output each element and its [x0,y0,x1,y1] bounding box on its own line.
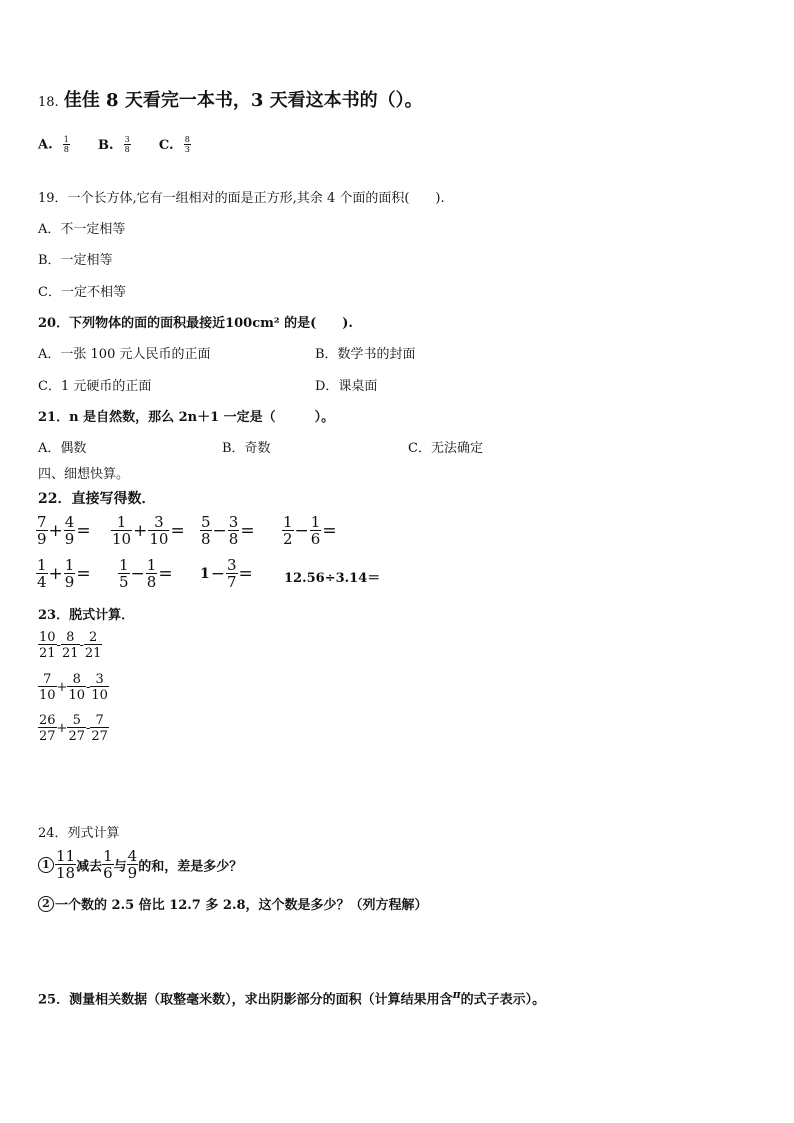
fraction: $\frac{3}{7}$ [227,556,237,591]
fraction: $\frac{1}{2}$ [283,513,293,548]
q18-number: 18. [38,95,59,110]
fraction: $\frac{26}{27}$ [39,713,56,744]
q18-option-c-fraction: $\frac{8}{3}$ [184,135,190,154]
q20-text: 20．下列物体的面的面积最接近100cm² 的是( ). [38,316,353,331]
q20-option-b: B．数学书的封面 [315,347,416,362]
q21-option-b: B．奇数 [222,441,271,456]
fraction: $\frac{1}{10}$ [112,513,132,548]
q18-options [38,136,191,154]
fraction: $\frac{1}{5}$ [119,556,129,591]
q22-row-1-item-2: $\frac{1}{10}$ + $\frac{3}{10}$ = [112,513,185,548]
q24-title: 24．列式计算 [38,826,120,841]
fraction: $\frac{1}{8}$ [146,556,157,591]
fraction: $\frac{7}{9}$ [37,513,47,548]
q24-part-2: 2 一个数的 2.5 倍比 12.7 多 2.8，这个数是多少？（列方程解） [38,894,428,913]
fraction: $\frac{7}{10}$ [39,672,56,703]
q18-option-a-label: A. [38,137,53,153]
q22-row-1-item-4: $\frac{1}{2}$ − $\frac{1}{6}$ = [283,513,337,548]
circled-number: 2 [38,896,54,912]
q19-text: 19．一个长方体,它有一组相对的面是正方形,其余 4 个面的面积( ). [38,191,445,206]
q23-expression-1: $\frac{10}{21}$ - $\frac{8}{21}$ - $\frac{2}{21}$ [39,630,102,661]
fraction: $\frac{8}{10}$ [68,672,85,703]
fraction: $\frac{1}{6}$ [103,847,113,882]
q22-row-2-item-2: $\frac{1}{5}$ − $\frac{1}{8}$ = [119,556,173,591]
q22-row-1-item-3: $\frac{5}{8}$ − $\frac{3}{8}$ = [201,513,255,548]
fraction: $\frac{5}{27}$ [68,713,85,744]
q25-text: 25．测量相关数据（取整毫米数），求出阴影部分的面积（计算结果用含$^\pi$的式子表示）。 [38,988,546,1008]
fraction: $\frac{4}{9}$ [64,513,75,548]
pi-symbol: π [452,988,461,1001]
q23-expression-2: $\frac{7}{10}$ + $\frac{8}{10}$ - $\frac{3}{10}$ [39,672,108,703]
q21-option-c: C．无法确定 [408,441,483,456]
fraction: $\frac{7}{27}$ [91,713,108,744]
q21-text: 21．n 是自然数，那么 2n＋1 一定是（ ）。 [38,410,335,425]
fraction: $\frac{3}{10}$ [91,672,108,703]
circled-number: 1 [38,857,54,873]
q18-option-a-fraction: $\frac{1}{8}$ [63,135,69,154]
q21-option-a: A．偶数 [38,441,87,456]
q18-text: 佳佳 8 天看完一本书，3 天看这本书的（）。 [63,90,423,111]
q20-option-c: C．1 元硬币的正面 [38,379,152,394]
q18 [38,86,423,112]
q20-option-d: D．课桌面 [315,379,378,394]
fraction: $\frac{4}{9}$ [127,847,138,882]
q22-row-2-item-1: $\frac{1}{4}$ + $\frac{1}{9}$ = [37,556,91,591]
fraction: $\frac{3}{10}$ [149,513,169,548]
fraction: $\frac{10}{21}$ [39,630,56,661]
fraction: $\frac{11}{18}$ [56,847,76,882]
q22-row-2-item-3: 1− $\frac{3}{7}$ = [200,556,253,591]
section-4-heading: 四、细想快算。 [38,467,130,482]
fraction: $\frac{8}{21}$ [61,630,79,661]
q18-option-c-label: C. [158,137,174,153]
fraction: $\frac{1}{9}$ [64,556,75,591]
q19-option-c: C．一定不相等 [38,285,126,300]
q19-option-a: A．不一定相等 [38,222,126,237]
q23-expression-3: $\frac{26}{27}$ + $\frac{5}{27}$ - $\frac{7}{27}$ [39,713,108,744]
fraction: $\frac{5}{8}$ [201,513,211,548]
q22-row-1-item-1: $\frac{7}{9}$ + $\frac{4}{9}$ = [37,513,91,548]
fraction: $\frac{2}{21}$ [84,630,102,661]
q22-title: 22．直接写得数． [38,491,156,507]
q18-option-b-fraction: $\frac{3}{8}$ [124,135,130,154]
q19-option-b: B．一定相等 [38,253,113,268]
fraction: $\frac{3}{8}$ [228,513,239,548]
q24-part-1: 1 $\frac{11}{18}$ 减去 $\frac{1}{6}$ 与 $\frac{4}{9}$ 的和，差是多少？ [38,849,242,881]
q20-option-a: A．一张 100 元人民币的正面 [38,347,211,362]
fraction: $\frac{1}{6}$ [310,513,321,548]
q22-row-2-item-4: 12.56÷3.14＝ [284,571,381,586]
fraction: $\frac{1}{4}$ [37,556,47,591]
q23-title: 23．脱式计算． [38,608,135,623]
q18-option-b-label: B. [98,137,114,153]
